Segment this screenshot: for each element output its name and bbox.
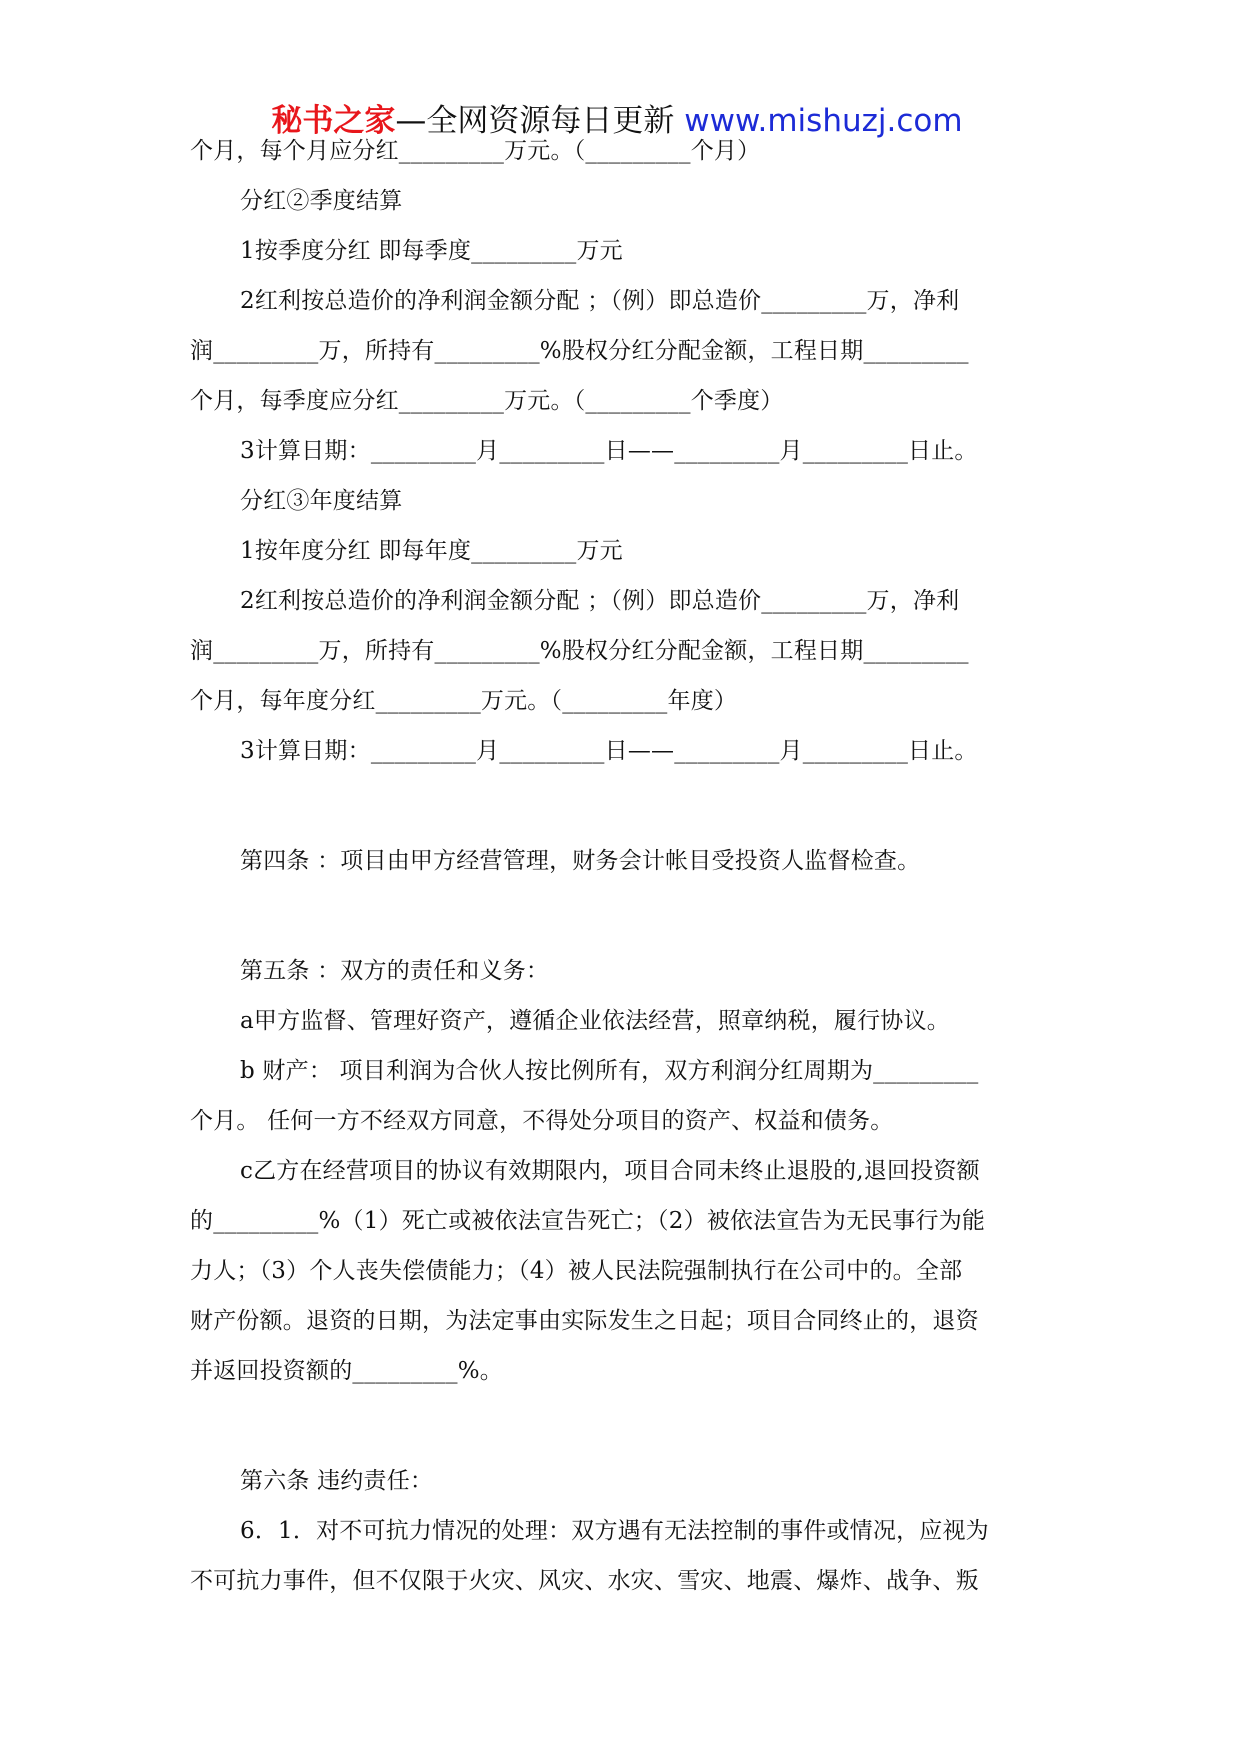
text-line: 财产份额。退资的日期，为法定事由实际发生之日起；项目合同终止的，退资 — [190, 1308, 979, 1334]
text-line: 润_________万，所持有_________%股权分红分配金额，工程日期_________ — [190, 638, 969, 664]
text-line: 个月。 任何一方不经双方同意，不得处分项目的资产、权益和债务。 — [190, 1108, 894, 1134]
text-line: b 财产： 项目利润为合伙人按比例所有，双方利润分红周期为_________ — [240, 1058, 979, 1084]
text-line: 并返回投资额的_________%。 — [190, 1358, 503, 1384]
text-line: 个月，每年度分红_________万元。（_________年度） — [190, 688, 738, 714]
section-heading: 分红②季度结算 — [240, 188, 403, 214]
site-tagline: —全网资源每日更新 — [395, 103, 685, 139]
text-line: 6．1．对不可抗力情况的处理：双方遇有无法控制的事件或情况，应视为 — [240, 1518, 989, 1544]
text-line: c乙方在经营项目的协议有效期限内，项目合同未终止退股的,退回投资额 — [240, 1158, 980, 1184]
site-url-link[interactable]: www.mishuzj.com — [684, 103, 963, 139]
article-heading: 第四条 ：项目由甲方经营管理，财务会计帐目受投资人监督检查。 — [240, 848, 921, 874]
text-line: 润_________万，所持有_________%股权分红分配金额，工程日期_________ — [190, 338, 969, 364]
text-line: 1按年度分红 即每年度_________万元 — [240, 538, 623, 564]
text-line: 个月，每个月应分红_________万元。（_________个月） — [190, 138, 761, 164]
text-line: 3计算日期：_________月_________日——_________月_________日止。 — [240, 738, 978, 764]
article-heading: 第六条 违约责任： — [240, 1468, 434, 1494]
text-line: 不可抗力事件，但不仅限于火灾、风灾、水灾、雪灾、地震、爆炸、战争、叛 — [190, 1568, 979, 1594]
site-brand: 秘书之家 — [271, 103, 396, 139]
text-line: 力人；（3）个人丧失偿债能力；（4）被人民法院强制执行在公司中的。全部 — [190, 1258, 963, 1284]
text-line: 2红利按总造价的净利润金额分配 ；（例）即总造价_________万，净利 — [240, 588, 960, 614]
section-heading: 分红③年度结算 — [240, 488, 403, 514]
text-line: 3计算日期：_________月_________日——_________月_________日止。 — [240, 438, 978, 464]
article-heading: 第五条 ：双方的责任和义务： — [240, 958, 550, 984]
text-line: 个月，每季度应分红_________万元。（_________个季度） — [190, 388, 784, 414]
text-line: 1按季度分红 即每季度_________万元 — [240, 238, 623, 264]
text-line: 的_________%（1）死亡或被依法宣告死亡；（2）被依法宣告为无民事行为能 — [190, 1208, 986, 1234]
text-line: a甲方监督、管理好资产，遵循企业依法经营，照章纳税，履行协议。 — [240, 1008, 950, 1034]
text-line: 2红利按总造价的净利润金额分配 ；（例）即总造价_________万，净利 — [240, 288, 960, 314]
